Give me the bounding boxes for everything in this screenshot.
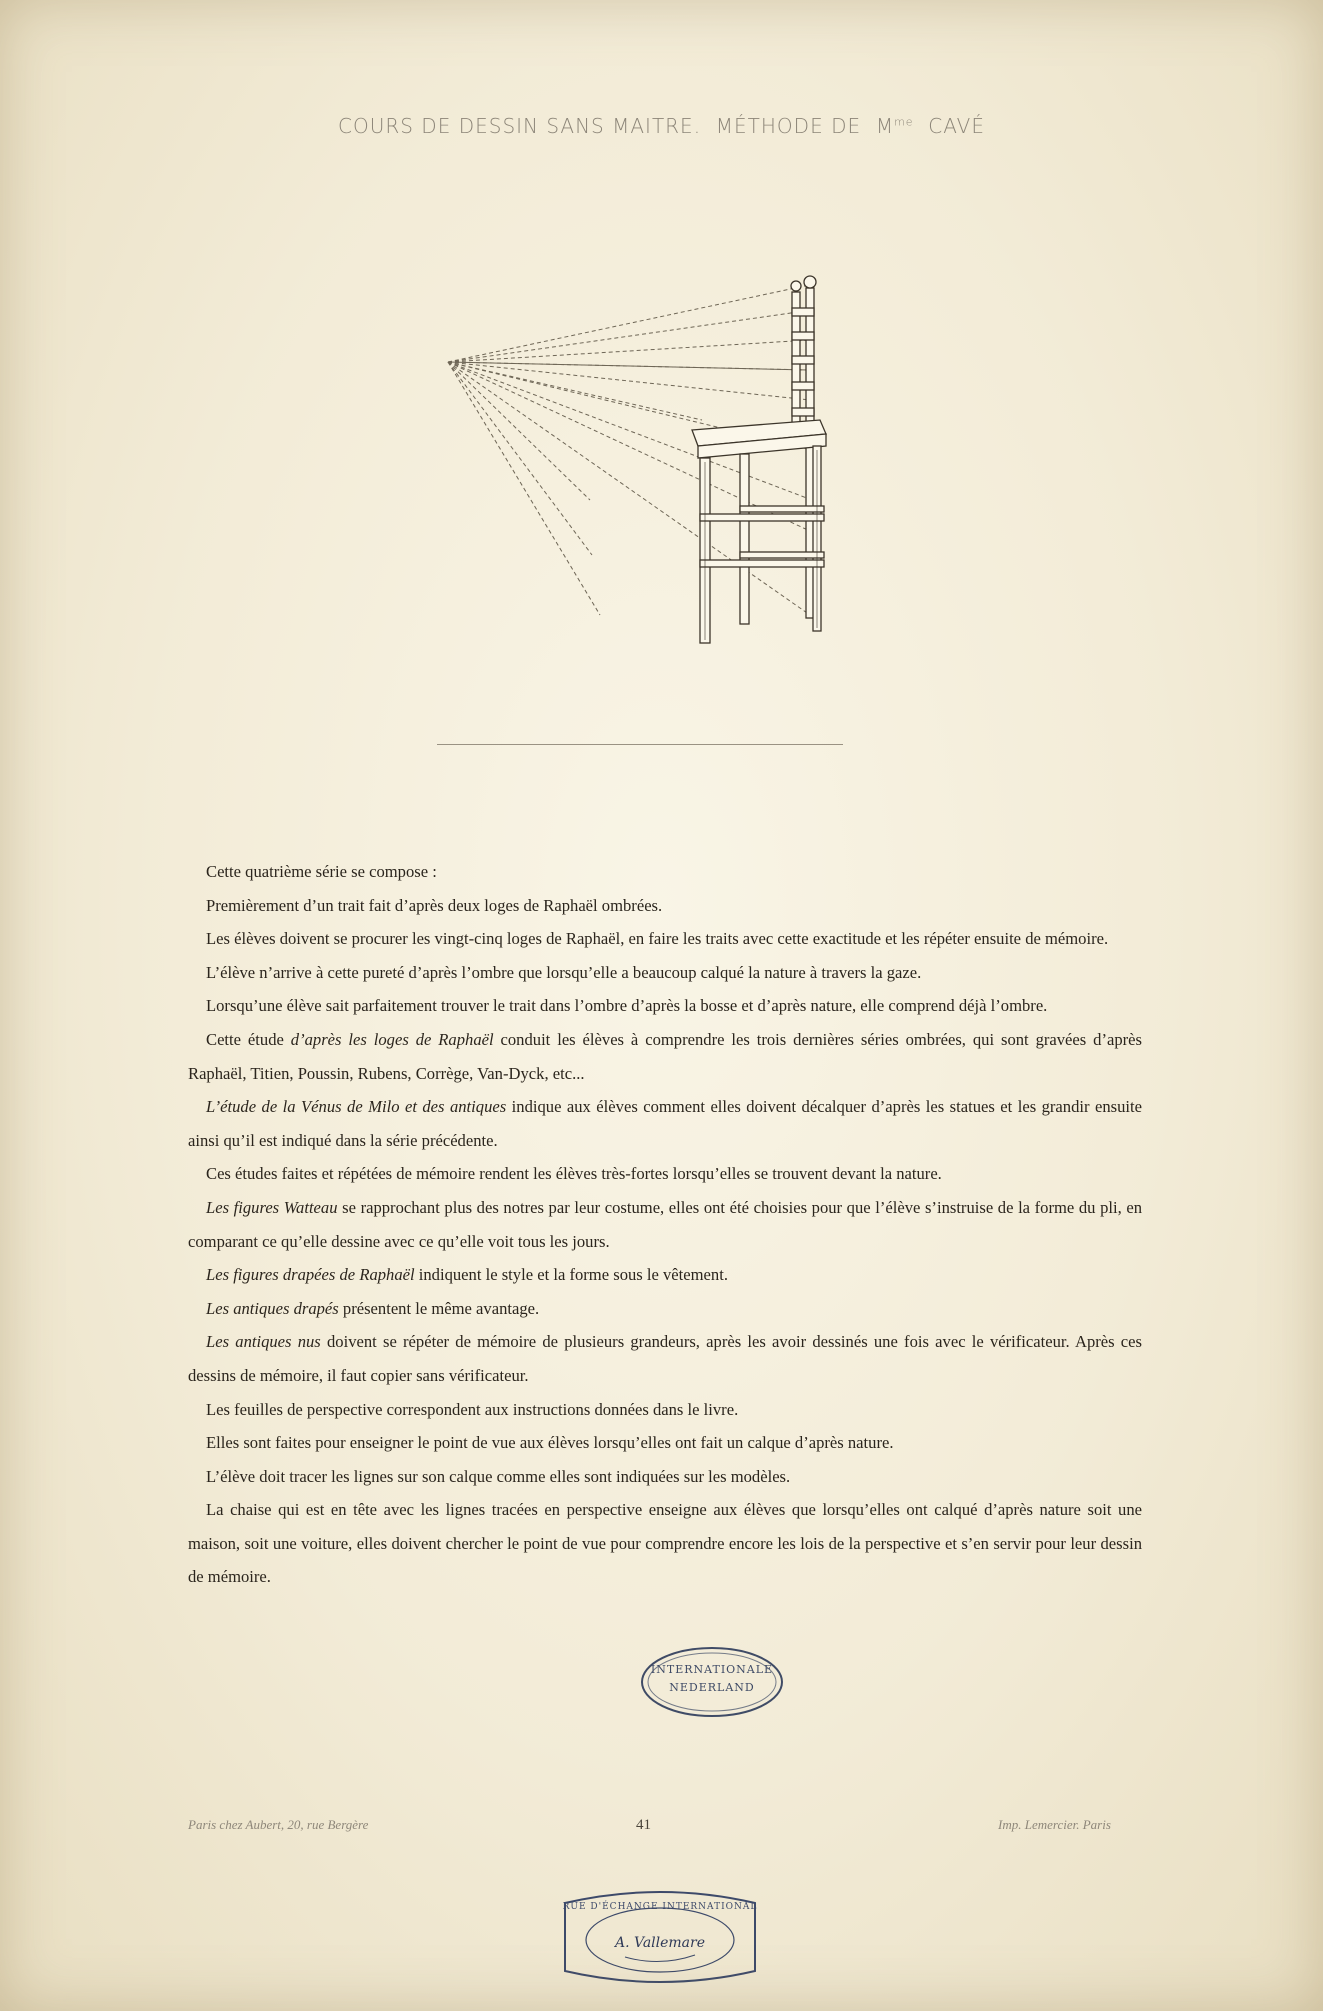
instruction-text	[188, 855, 1142, 1594]
exchange-stamp	[555, 1887, 765, 1993]
plate-header	[0, 114, 1323, 138]
plate-number: 41	[636, 1817, 651, 1833]
paragraph: Ces études faites et répétées de mémoire rendent les élèves très-fortes lorsqu’elles se trouvent devant la nature.	[206, 1164, 942, 1184]
stamp1-line1: INTERNATIONALE	[650, 1663, 774, 1676]
header-mme: $M^{me}$	[875, 114, 914, 138]
chair-drawing	[692, 276, 826, 643]
paragraph: Cette étude d’après les loges de Raphaël conduit les élèves à comprendre les trois dernières séries ombrées, qui sont gravées d’après Raphaël, Titien, Poussin, Rubens, Corrège, Van-Dyck, etc...	[188, 1029, 1142, 1083]
paragraph: Elles sont faites pour enseigner le point de vue aux élèves lorsqu’elles ont fait un calque d’après nature.	[206, 1433, 894, 1453]
signature: A. Vallemare	[614, 1935, 706, 1951]
paragraph: L’élève doit tracer les lignes sur son calque comme elles sont indiquées sur les modèles.	[206, 1466, 791, 1486]
stamp1-line2: NEDERLAND	[669, 1681, 755, 1694]
stamp2-ring-text: RUE D'ÉCHANGE INTERNATIONAL	[562, 1902, 758, 1912]
header-method: MÉTHODE DE	[715, 114, 862, 138]
separator-rule	[437, 744, 843, 745]
paragraph: Les feuilles de perspective correspondent aux instructions données dans le livre.	[206, 1399, 739, 1419]
paragraph: Les figures Watteau se rapprochant plus des notres par leur costume, elles ont été choisies pour que l’élève s’instruise de la forme du pli, en comparant ce qu’elle dessine avec ce qu’elle voit tous les jours.	[188, 1197, 1143, 1251]
paragraph: Les antiques nus doivent se répéter de mémoire de plusieurs grandeurs, après les avoir dessinés une fois avec le vérificateur. Après ces dessins de mémoire, il faut copier sans vérificateur.	[188, 1332, 1142, 1385]
header-author: CAVÉ	[928, 114, 985, 138]
library-stamp-oval	[638, 1643, 786, 1721]
publisher-credit: Paris chez Aubert, 20, rue Bergère	[188, 1817, 369, 1832]
printer-credit: Imp. Lemercier. Paris	[998, 1817, 1111, 1832]
paragraph: Les antiques drapés présentent le même avantage.	[206, 1298, 540, 1318]
paragraph: Les élèves doivent se procurer les vingt-cinq loges de Raphaël, en faire les traits avec cette exactitude et les répéter ensuite de mémoire.	[206, 929, 1109, 949]
paragraph: L’élève n’arrive à cette pureté d’après l’ombre que lorsqu’elle a beaucoup calqué la nature à travers la gaze.	[206, 962, 922, 982]
paragraph: Premièrement d’un trait fait d’après deux loges de Raphaël ombrées.	[206, 895, 663, 915]
paragraph: La chaise qui est en tête avec les lignes tracées en perspective enseigne aux élèves que lorsqu’elles ont calqué d’après nature soit une maison, soit une voiture, elles doivent chercher le point de vue pour comprendre encore les lois de la perspective et s’en servir pour leur dessin de mémoire.	[188, 1500, 1142, 1587]
chair-perspective-illustration	[440, 270, 860, 650]
header-course-title: COURS DE DESSIN SANS MAITRE.	[338, 114, 702, 138]
paragraph: L’étude de la Vénus de Milo et des antiques indique aux élèves comment elles doivent décalquer d’après les statues et les grandir ensuite ainsi qu’il est indiqué dans la série précédente.	[188, 1097, 1142, 1150]
paragraph: Lorsqu’une élève sait parfaitement trouver le trait dans l’ombre d’après la bosse et d’après nature, elle comprend déjà l’ombre.	[206, 996, 1048, 1016]
paragraph: Cette quatrième série se compose :	[206, 862, 437, 881]
paragraph: Les figures drapées de Raphaël indiquent le style et la forme sous le vêtement.	[206, 1265, 728, 1285]
